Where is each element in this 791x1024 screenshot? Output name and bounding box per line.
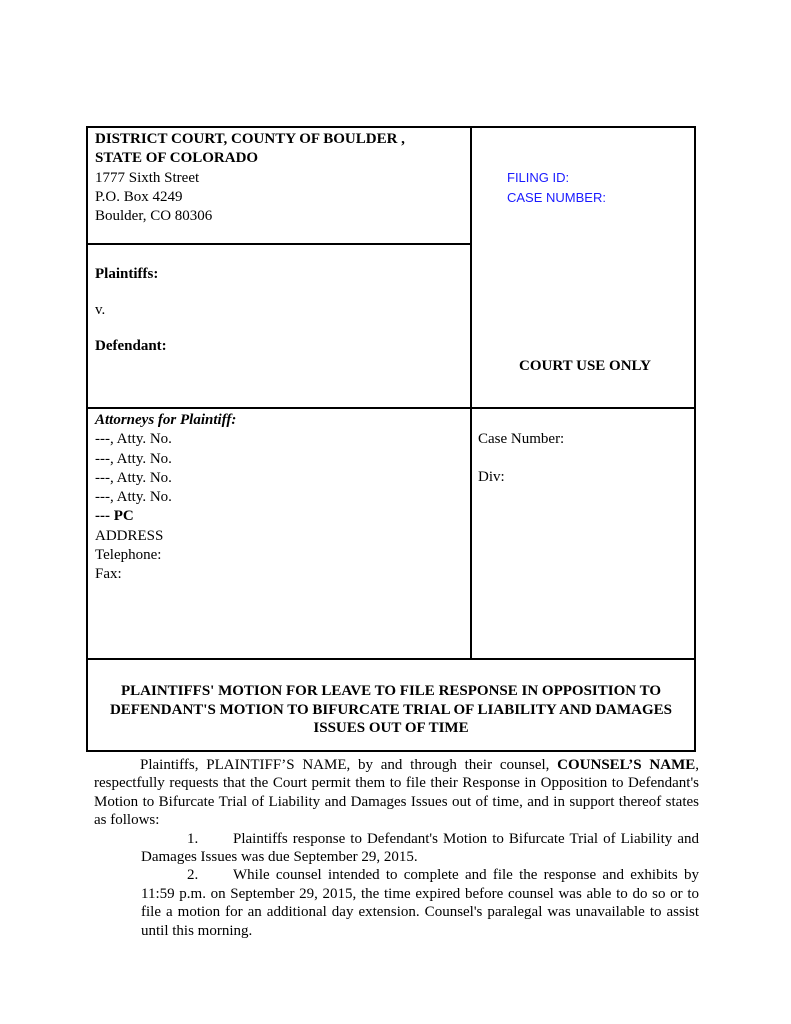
telephone-label: Telephone: xyxy=(95,547,162,564)
caption-table xyxy=(86,126,696,752)
case-info-block xyxy=(478,430,564,488)
numbered-item xyxy=(141,866,699,940)
motion-body xyxy=(94,756,699,940)
motion-title-line1: PLAINTIFFS' MOTION FOR LEAVE TO FILE RESPONSE IN OPPOSITION TO xyxy=(121,683,661,699)
intro-text-a: Plaintiffs, PLAINTIFF’S NAME, by and through their counsel, xyxy=(140,757,558,773)
intro-text-b: , respectfully requests that the Court permit them to file their Response in Opposition to Defendant's Motion to Bifurcate Trial of Liability and Damages Issues out of time, and in support thereof states as follows: xyxy=(94,757,699,829)
caption-divider-vertical xyxy=(470,128,472,658)
case-number-label: Case Number: xyxy=(478,431,565,447)
attorney-line: ---, Atty. No. xyxy=(95,469,172,486)
defendant-label: Defendant: xyxy=(95,338,167,354)
attorney-line: ---, Atty. No. xyxy=(95,431,172,448)
filing-stamp xyxy=(507,168,606,207)
court-use-only-label: COURT USE ONLY xyxy=(518,358,651,374)
attorneys-heading: Attorneys for Plaintiff: xyxy=(95,412,237,428)
plaintiffs-label: Plaintiffs: xyxy=(95,266,159,282)
div-label: Div: xyxy=(478,469,505,486)
item-number: 1. xyxy=(187,830,199,847)
caption-divider-parties xyxy=(88,407,694,409)
item-number: 2. xyxy=(187,867,199,884)
court-name-line1: DISTRICT COURT, COUNTY OF BOULDER , xyxy=(95,131,405,147)
firm-name: --- PC xyxy=(95,508,134,525)
versus-label: v. xyxy=(95,302,106,318)
court-street: 1777 Sixth Street xyxy=(95,169,200,186)
court-city: Boulder, CO 80306 xyxy=(95,208,213,225)
attorneys-block xyxy=(95,411,236,585)
parties-block xyxy=(95,266,167,355)
motion-title xyxy=(88,682,694,738)
counsel-name: COUNSEL’S NAME xyxy=(557,757,696,773)
item-text: While counsel intended to complete and file the response and exhibits by 11:59 p.m. on September 29, 2015, the time expired before counsel was able to do so or to file a motion for an additional day extension. Counsel's paralegal was unavailable to assist until this morning. xyxy=(141,867,699,939)
caption-divider-court xyxy=(88,243,471,245)
court-po-box: P.O. Box 4249 xyxy=(95,188,183,205)
numbered-item xyxy=(141,830,699,867)
firm-address: ADDRESS xyxy=(95,527,164,544)
court-info xyxy=(95,130,405,226)
intro-paragraph xyxy=(94,756,699,830)
caption-divider-attorneys xyxy=(88,658,694,660)
attorney-line: ---, Atty. No. xyxy=(95,450,172,467)
filing-id-label: FILING ID: xyxy=(507,170,570,185)
item-text: Plaintiffs response to Defendant's Motion to Bifurcate Trial of Liability and Damages Issues was due September 29, 2015. xyxy=(141,830,699,866)
court-name-line2: STATE OF COLORADO xyxy=(95,150,259,167)
filing-case-number-label: CASE NUMBER: xyxy=(507,189,606,205)
fax-label: Fax: xyxy=(95,566,122,583)
motion-title-line2: DEFENDANT'S MOTION TO BIFURCATE TRIAL OF LIABILITY AND DAMAGES xyxy=(109,701,673,718)
attorney-line: ---, Atty. No. xyxy=(95,489,172,506)
motion-title-line3: ISSUES OUT OF TIME xyxy=(313,720,469,736)
